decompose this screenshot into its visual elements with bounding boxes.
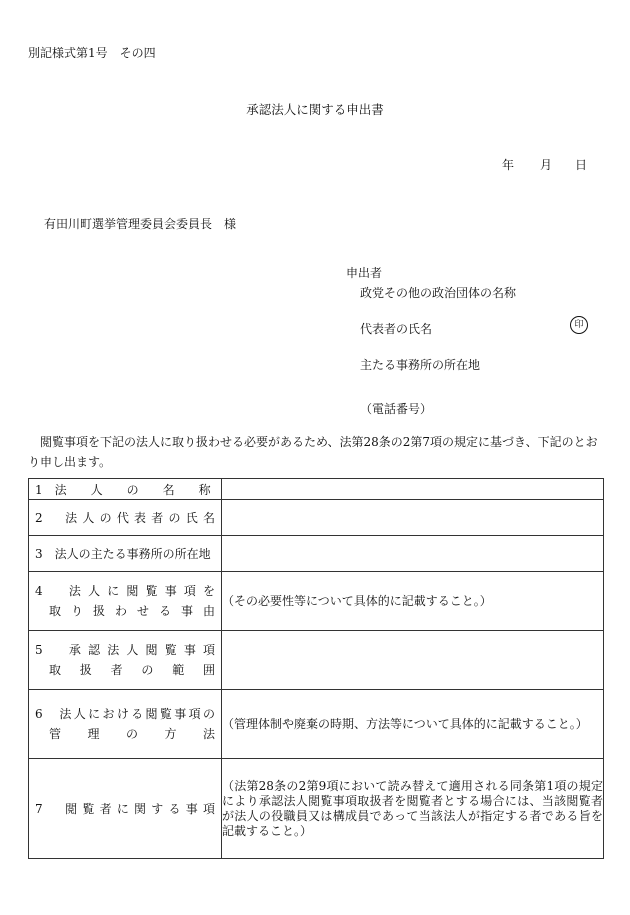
row-6-label-line-1: 6 法人における閲覧事項の [35,707,215,721]
body-text: 閲覧事項を下記の法人に取り扱わせる必要があるため、法第28条の2第7項の規定に基づき、下記のとおり申し出ます。 [28,435,598,469]
addressee: 有田川町選挙管理委員会委員長 様 [44,217,237,231]
row-6-value-cell: （管理体制や廃棄の時期、方法等について具体的に記載すること。） [222,690,604,759]
row-4-label-cell [29,572,222,631]
row-4-label-line-2: 取り扱わせる事由 [49,604,215,618]
row-5-value-cell [222,631,604,690]
row-2-value-cell [222,500,604,536]
table-row [29,759,604,859]
row-4-label-line-1: 4 法人に閲覧事項を [35,584,215,598]
row-3-label: 3 法人の主たる事務所の所在地 [35,547,211,561]
applicant-label: 申出者 [346,266,383,280]
date-day-label: 日 [575,158,588,172]
table-row [29,479,604,500]
representative-name-label: 代表者の氏名 [360,322,433,336]
table-row [29,690,604,759]
date-month-label: 月 [540,158,553,172]
row-3-label-cell [29,536,222,572]
row-5-label-line-2: 取扱者の範囲 [49,663,215,677]
row-2-label: 2 法人の代表者の氏名 [35,511,215,525]
row-7-label: 7 閲覧者に関する事項 [35,802,215,816]
date-year-label: 年 [502,158,515,172]
table-row [29,536,604,572]
row-2-label-cell [29,500,222,536]
office-address-label: 主たる事務所の所在地 [360,358,481,372]
row-3-value-cell [222,536,604,572]
row-6-label-line-2: 管 理 の 方 法 [49,727,215,741]
row-6-label-cell [29,690,222,759]
row-1-label: 1 法 人 の 名 称 [35,482,211,497]
seal-icon: 印 [570,316,588,334]
row-1-value-cell [222,479,604,500]
form-number: 別記様式第1号 その四 [28,46,156,60]
page-title: 承認法人に関する申出書 [246,102,384,117]
row-1-label-cell [29,479,222,500]
table-row [29,572,604,631]
application-table [28,478,604,859]
table-row [29,631,604,690]
row-7-label-cell [29,759,222,859]
row-5-label-cell [29,631,222,690]
row-4-value-cell: （その必要性等について具体的に記載すること。） [222,572,604,631]
table-row [29,500,604,536]
row-5-label-line-1: 5 承認法人閲覧事項 [35,643,215,657]
row-7-value-cell: （法第28条の2第9項において読み替えて適用される同条第1項の規定により承認法人閲覧事項取扱者を閲覧者とする場合には、当該閲覧者が法人の役職員又は構成員であって当該法人が指定する者である旨を記載すること。） [222,759,604,859]
phone-number-label: （電話番号） [360,402,433,416]
org-name-label: 政党その他の政治団体の名称 [360,286,517,300]
